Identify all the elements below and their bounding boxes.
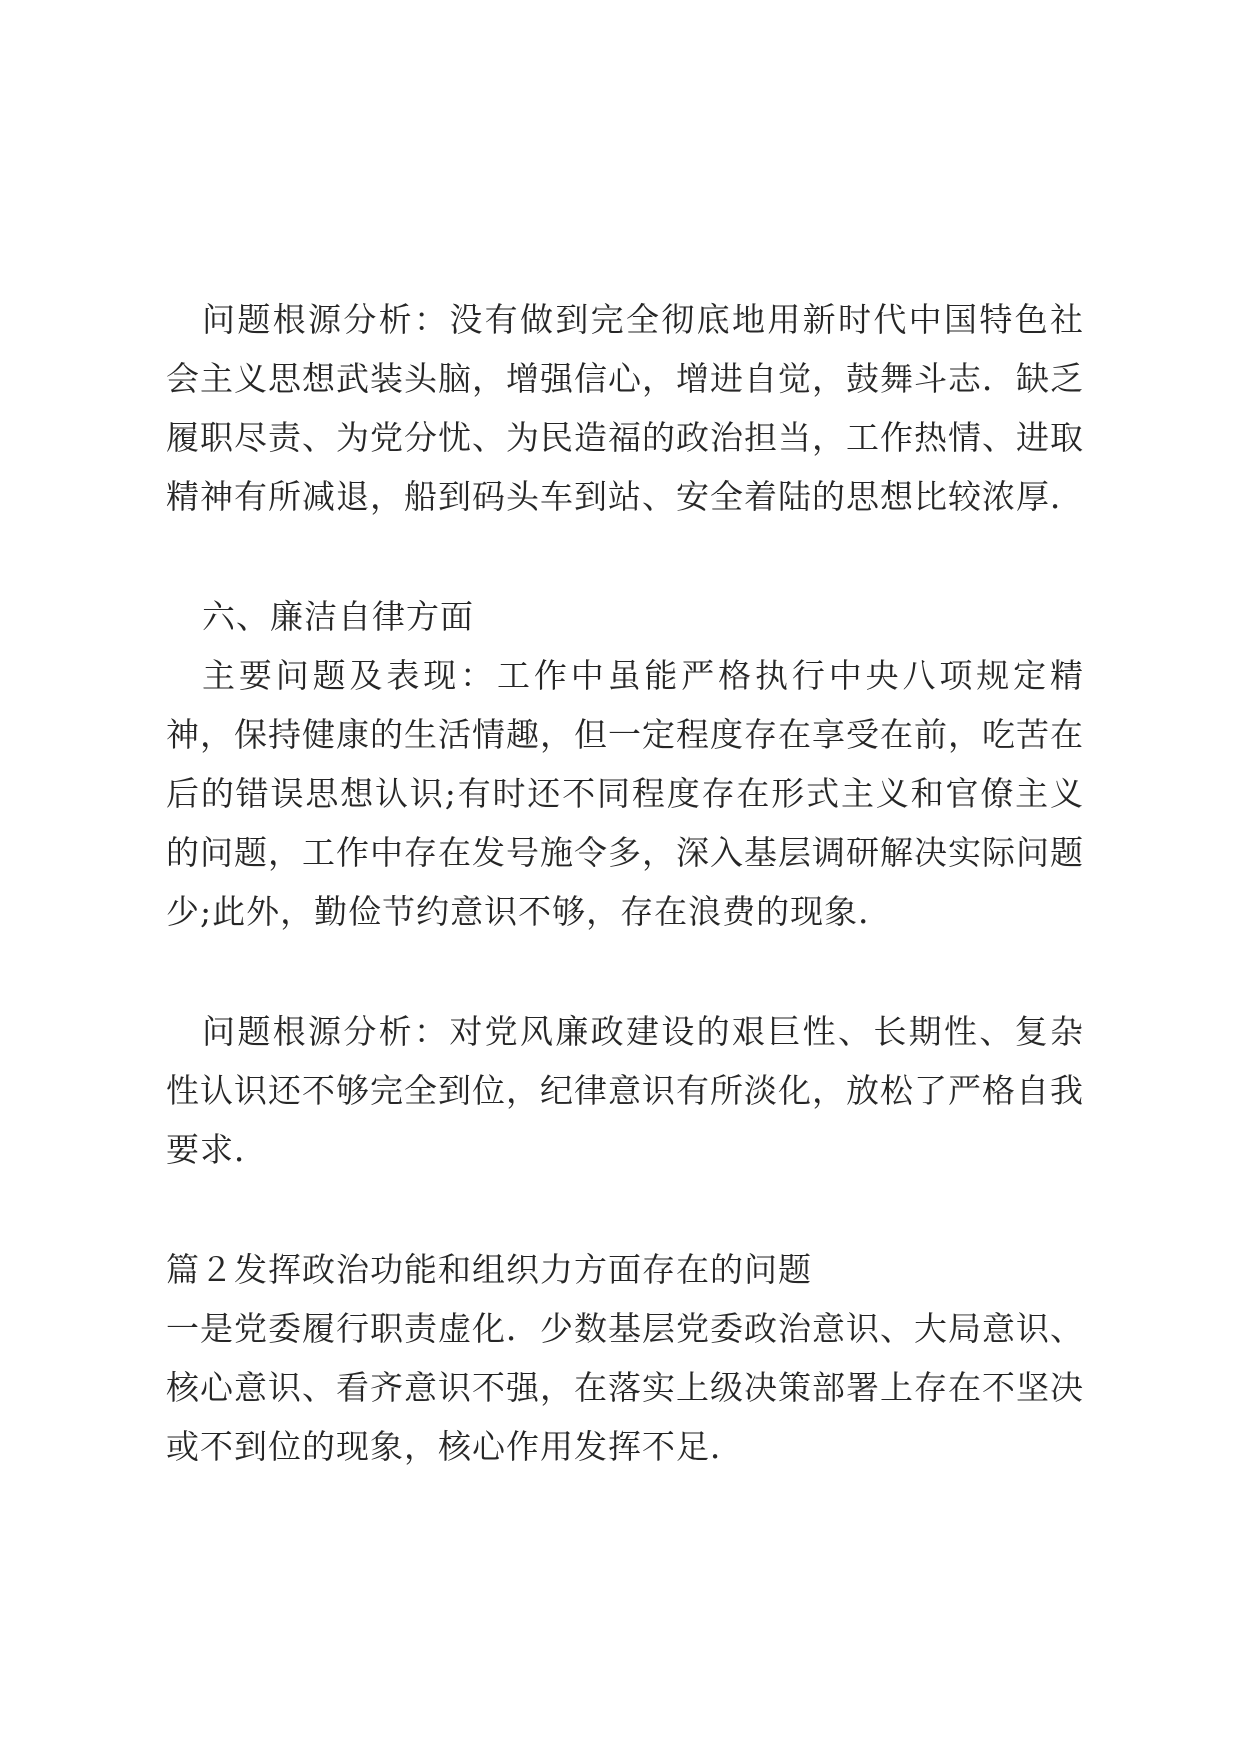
paragraph-gap: [166, 526, 1084, 587]
paragraph-gap: [166, 941, 1084, 1002]
paragraph-root-cause-analysis-2: 问题根源分析：对党风廉政建设的艰巨性、长期性、复杂性认识还不够完全到位，纪律意识有所淡化，放松了严格自我要求．: [166, 1012, 1084, 1169]
paragraph-party-committee: 一是党委履行职责虚化．少数基层党委政治意识、大局意识、核心意识、看齐意识不强，在落实上级决策部署上存在不坚决或不到位的现象，核心作用发挥不足．: [166, 1309, 1084, 1466]
document-body: [166, 290, 1084, 1476]
paragraph-main-problems: 主要问题及表现：工作中虽能严格执行中央八项规定精神，保持健康的生活情趣，但一定程度存在享受在前，吃苦在后的错误思想认识;有时还不同程度存在形式主义和官僚主义的问题，工作中存在发号施令多，深入基层调研解决实际问题少;此外，勤俭节约意识不够，存在浪费的现象．: [166, 656, 1084, 931]
paragraph-root-cause-analysis-1: 问题根源分析：没有做到完全彻底地用新时代中国特色社会主义思想武装头脑，增强信心，增进自觉，鼓舞斗志．缺乏履职尽责、为党分忧、为民造福的政治担当，工作热情、进取精神有所减退，船到码头车到站、安全着陆的思想比较浓厚．: [166, 300, 1084, 516]
section-heading-integrity: 六、廉洁自律方面: [202, 597, 474, 636]
paragraph-gap: [166, 1179, 1084, 1240]
article-2-heading: 篇２发挥政治功能和组织力方面存在的问题: [166, 1250, 812, 1289]
